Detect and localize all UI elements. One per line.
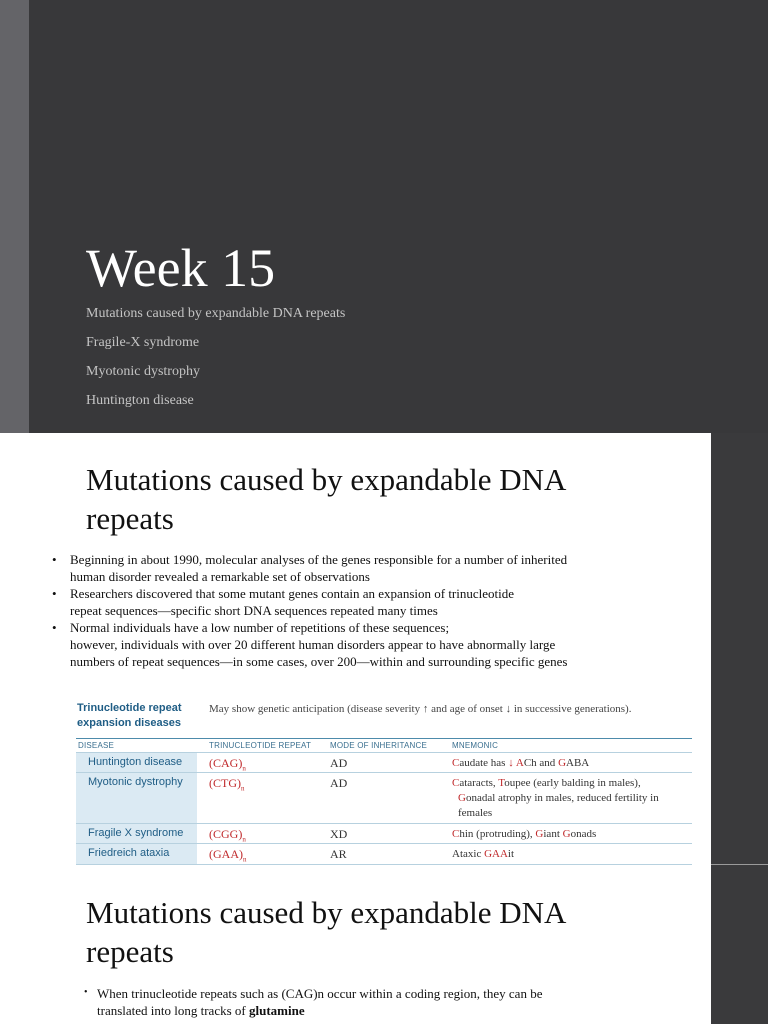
heading-line: Mutations caused by expandable DNA [86,462,567,497]
repeat-cell: $(CTG)_n$ [209,776,245,793]
divider [711,864,768,865]
bullet-line: human disorder revealed a remarkable set of observations [70,569,370,584]
mnemonic-line: Caudate has ↓ ACh and GABA [452,757,590,769]
bullet-list [84,985,644,1019]
table-header-rule [76,738,692,739]
table-row [76,823,692,843]
note-text: and age of onset [428,703,506,715]
mnemonic-line: Ataxic GAAit [452,848,515,860]
disease-name: Fragile X syndrome [76,824,197,843]
arrow-up-icon: ↑ [422,703,429,715]
slide-heading [86,893,686,971]
bullet-line: numbers of repeat sequences—in some cases, over 200—within and surrounding specific genes [70,654,568,669]
table-note [209,703,631,715]
mnemonic-line: Gonadal atrophy in males, reduced fertility in [458,792,659,804]
bullet-dot-icon: • [52,586,57,601]
subtitle-item: Fragile-X syndrome [86,335,200,350]
table-title-line: expansion diseases [77,717,181,729]
note-text: May show genetic anticipation (disease severity [209,703,423,715]
heading-line: Mutations caused by expandable DNA [86,895,567,930]
bullet-line: translated into long tracks of glutamine [97,1003,305,1018]
bullet-list [52,551,692,670]
mnemonic-line: females [458,807,493,819]
mnemonic-line: Cataracts, Toupee (early balding in males), [452,777,641,789]
mnemonic [452,776,688,821]
heading-line: repeats [86,934,174,969]
bullet-dot-icon: • [52,552,57,567]
repeat-cell: $(CGG)_n$ [209,827,246,844]
column-header: MODE OF INHERITANCE [330,741,427,750]
disease-name: Friedreich ataxia [76,844,197,864]
column-header: TRINUCLEOTIDE REPEAT [209,741,312,750]
note-text: in successive generations). [511,703,632,715]
bullet-dot-icon: • [52,620,57,635]
mnemonic [452,827,688,842]
bullet-line: When trinucleotide repeats such as (CAG)n occur within a coding region, they can be [97,986,543,1001]
arrow-down-icon: ↓ [505,703,512,715]
table-row [76,843,692,865]
title-slide [0,0,768,433]
mnemonic-line: Chin (protruding), Giant Gonads [452,828,597,840]
bullet-item [52,551,692,585]
mnemonic [452,847,688,862]
disease-table [76,697,692,865]
repeat-cell: $(GAA)_n$ [209,847,247,864]
inheritance-mode: AD [330,776,348,790]
bullet-line: however, individuals with over 20 different human disorders appear to have abnormally large [70,637,556,652]
bullet-item [84,985,644,1019]
heading-line: repeats [86,501,174,536]
inheritance-mode: AD [330,756,348,770]
bullet-line: Beginning in about 1990, molecular analyses of the genes responsible for a number of inherited [70,552,568,567]
table-title-line: Trinucleotide repeat [77,702,182,714]
bullet-item [52,585,692,619]
bullet-line: Normal individuals have a low number of repetitions of these sequences; [70,620,450,635]
inheritance-mode: AR [330,847,347,861]
bullet-line: Researchers discovered that some mutant genes contain an expansion of trinucleotide [70,586,515,601]
subtitle-item: Myotonic dystrophy [86,364,200,379]
bullet-item [52,619,692,670]
subtitle-item: Huntington disease [86,393,194,408]
repeat-cell: $(CAG)_n$ [209,756,246,773]
subtitle-item: Mutations caused by expandable DNA repeats [86,306,346,321]
bullet-line: repeat sequences—specific short DNA sequences repeated many times [70,603,438,618]
slide-title: Week 15 [86,238,276,298]
column-header: DISEASE [78,741,115,750]
column-header: MNEMONIC [452,741,499,750]
table-row [76,752,692,772]
table-title [77,701,202,731]
table-row [76,772,692,823]
content-slide [0,433,711,1024]
inheritance-mode: XD [330,827,348,841]
disease-name: Myotonic dystrophy [76,773,197,823]
bullet-dot-icon: • [84,987,88,998]
mnemonic [452,756,688,771]
accent-stripe [0,0,29,433]
background-panel [711,433,768,1024]
disease-name: Huntington disease [76,753,197,772]
slide-heading [86,460,686,538]
